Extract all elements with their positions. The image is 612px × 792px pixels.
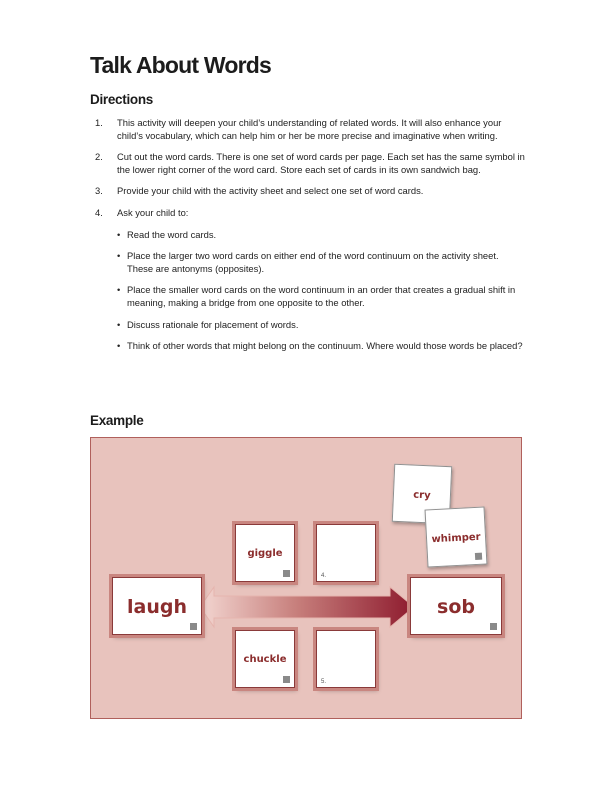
step-number: 1. [95,117,103,128]
step-text: Provide your child with the activity sheet and select one set of word cards. [117,185,424,197]
word-card-sob[interactable] [410,577,502,635]
slot-number: 4. [321,573,327,579]
step-item [95,151,525,176]
card-word: laugh [127,596,187,618]
word-card-giggle[interactable] [235,524,295,582]
empty-slot-5[interactable] [316,630,376,688]
word-card-chuckle[interactable] [235,630,295,688]
card-word: giggle [247,548,283,559]
word-card-laugh[interactable] [112,577,202,635]
step-item [95,207,525,353]
sub-step-item: • Place the larger two word cards on either end of the word continuum on the activity sheet. These are antonyms (opposites). [117,250,525,275]
empty-slot-4[interactable] [316,524,376,582]
step-text: This activity will deepen your child’s understanding of related words. It will also enhance your child’s vocabulary, which can help him or her be more precise and imaginative when writing. [117,117,502,141]
continuum-arrow [200,585,416,629]
directions-heading: Directions [90,92,154,107]
square-symbol-icon [490,623,497,630]
sub-step-item: • Discuss rationale for placement of words. [117,319,525,332]
card-word: cry [412,489,431,502]
card-word: chuckle [243,654,287,665]
word-card-whimper[interactable] [425,506,488,567]
step-item [95,117,525,142]
card-word: sob [437,596,475,618]
directions-list [95,117,525,362]
page-title: Talk About Words [90,52,271,78]
square-symbol-icon [190,623,197,630]
square-symbol-icon [475,553,482,560]
step-number: 4. [95,206,103,218]
example-heading: Example [90,413,144,428]
step-number: 3. [95,185,103,197]
sub-step-item: • Think of other words that might belong on the continuum. Where would those words be placed? [117,340,525,353]
square-symbol-icon [283,570,290,577]
step-text: Cut out the word cards. There is one set of word cards per page. Each set has the same symbol in the lower right corner of the word card. Store each set of cards in its own sandwich bag. [117,151,525,175]
sub-step-item: • Read the word cards. [117,229,525,242]
step-number: 2. [95,151,103,163]
slot-number: 5. [321,679,327,685]
square-symbol-icon [283,676,290,683]
card-word: whimper [431,531,481,546]
step-text: Ask your child to: [117,206,189,218]
sub-step-item: • Place the smaller word cards on the word continuum in an order that creates a gradual shift in meaning, making a bridge from one opposite to the other. [117,284,525,309]
sub-step-list [117,229,525,353]
step-item [95,185,525,198]
arrow-shape [200,587,414,627]
